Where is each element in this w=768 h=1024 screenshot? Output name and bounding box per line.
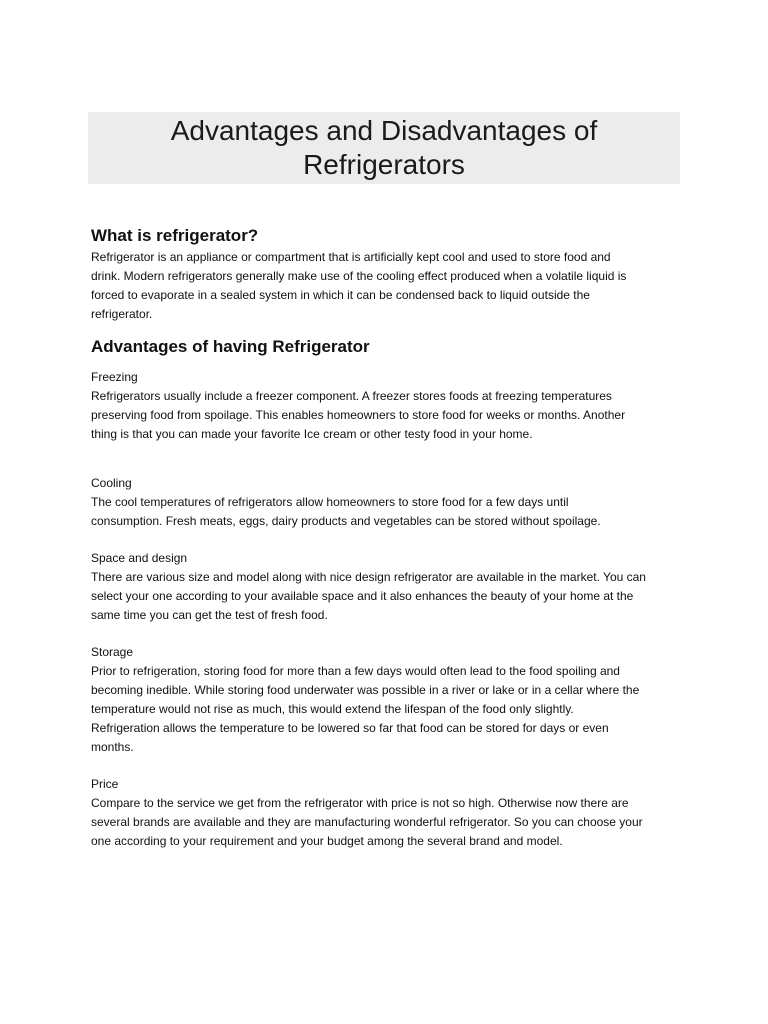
section-price xyxy=(91,775,686,851)
paragraph-line: select your one according to your available space and it also enhances the beauty of your home at the xyxy=(91,589,634,603)
spacer xyxy=(91,625,686,643)
spacer xyxy=(91,757,686,775)
paragraph-line: same time you can get the test of fresh food. xyxy=(91,608,328,622)
document-body xyxy=(91,225,686,851)
what-is-paragraph xyxy=(91,248,686,324)
paragraph-line: preserving food from spoilage. This enables homeowners to store food for weeks or months. Another xyxy=(91,408,626,422)
spacer xyxy=(91,531,686,549)
paragraph-line: thing is that you can made your favorite Ice cream or other testy food in your home. xyxy=(91,427,533,441)
section-heading: Freezing xyxy=(91,370,138,384)
paragraph-line: forced to evaporate in a sealed system in which it can be condensed back to liquid outside the xyxy=(91,288,590,302)
paragraph-line: The cool temperatures of refrigerators allow homeowners to store food for a few days until xyxy=(91,495,569,509)
paragraph-line: becoming inedible. While storing food underwater was possible in a river or lake or in a cellar where the xyxy=(91,683,640,697)
what-is-heading: What is refrigerator? xyxy=(91,226,259,245)
section-freezing xyxy=(91,368,686,444)
paragraph-line: months. xyxy=(91,740,134,754)
paragraph-line: Prior to refrigeration, storing food for more than a few days would often lead to the food spoiling and xyxy=(91,664,620,678)
paragraph-line: several brands are available and they are manufacturing wonderful refrigerator. So you can choose your xyxy=(91,815,643,829)
section-space-and-design xyxy=(91,549,686,625)
paragraph-line: one according to your requirement and your budget among the several brand and model. xyxy=(91,834,563,848)
paragraph-line: Refrigerator is an appliance or compartment that is artificially kept cool and used to store food and xyxy=(91,250,611,264)
paragraph-line: Refrigeration allows the temperature to be lowered so far that food can be stored for days or even xyxy=(91,721,609,735)
spacer xyxy=(91,444,686,474)
section-cooling xyxy=(91,474,686,531)
paragraph-line: consumption. Fresh meats, eggs, dairy products and vegetables can be stored without spoilage. xyxy=(91,514,601,528)
section-heading: Storage xyxy=(91,645,134,659)
document-title-line-2: Refrigerators xyxy=(303,149,465,180)
paragraph-line: Compare to the service we get from the refrigerator with price is not so high. Otherwise now there are xyxy=(91,796,629,810)
paragraph-line: temperature would not rise as much, this would extend the lifespan of the food only slightly. xyxy=(91,702,574,716)
title-banner xyxy=(88,112,680,184)
paragraph-line: Refrigerators usually include a freezer component. A freezer stores foods at freezing temperatures xyxy=(91,389,612,403)
paragraph-line: refrigerator. xyxy=(91,307,153,321)
section-heading: Price xyxy=(91,777,119,791)
section-heading: Cooling xyxy=(91,476,132,490)
advantages-heading: Advantages of having Refrigerator xyxy=(91,337,370,356)
paragraph-line: drink. Modern refrigerators generally make use of the cooling effect produced when a volatile liquid is xyxy=(91,269,627,283)
section-storage xyxy=(91,643,686,757)
paragraph-line: There are various size and model along with nice design refrigerator are available in the market. You can xyxy=(91,570,646,584)
section-heading: Space and design xyxy=(91,551,188,565)
document-title-line-1: Advantages and Disadvantages of xyxy=(170,115,598,146)
